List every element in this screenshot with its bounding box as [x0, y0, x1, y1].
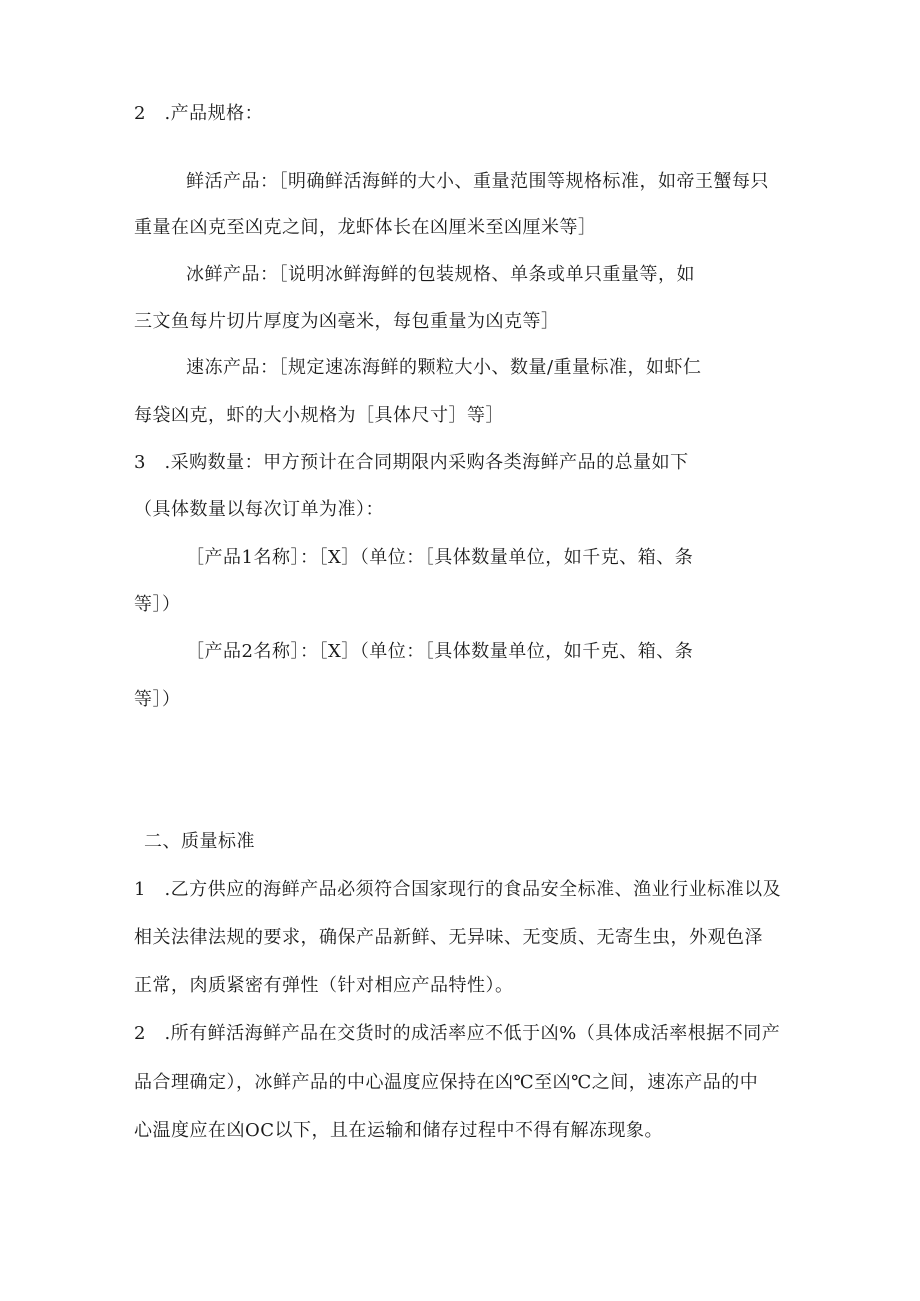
- quality-p1-line2: 相关法律法规的要求，确保产品新鲜、无异味、无变质、无寄生虫，外观色泽: [134, 927, 763, 948]
- quantity-item1-line1: ［产品1名称］：［X］（单位：［具体数量单位，如千克、箱、条: [186, 547, 694, 568]
- quality-p2-line3: 心温度应在凶OC以下，且在运输和储存过程中不得有解冻现象。: [134, 1120, 664, 1141]
- spec-frozen-line2: 每袋凶克，虾的大小规格为［具体尺寸］等］: [134, 405, 504, 426]
- spec-chilled-line2: 三文鱼每片切片厚度为凶毫米，每包重量为凶克等］: [134, 311, 560, 332]
- spec-live-line1: 鲜活产品：［明确鲜活海鲜的大小、重量范围等规格标准，如帝王蟹每只: [186, 171, 769, 192]
- spec-live-line2: 重量在凶克至凶克之间，龙虾体长在凶厘米至凶厘米等］: [134, 217, 597, 238]
- quality-p1-line3: 正常，肉质紧密有弹性（针对相应产品特性）。: [134, 975, 514, 996]
- quality-p2-line2: 品合理确定），冰鲜产品的中心温度应保持在凶℃至凶℃之间，速冻产品的中: [134, 1072, 759, 1093]
- quality-p2-line1: 2 .所有鲜活海鲜产品在交货时的成活率应不低于凶%（具体成活率根据不同产: [134, 1023, 781, 1044]
- spec-frozen-line1: 速冻产品：［规定速冻海鲜的颗粒大小、数量/重量标准，如虾仁: [186, 357, 702, 378]
- quantity-item1-line2: 等］）: [134, 594, 181, 615]
- spec-heading: 2 .产品规格：: [134, 103, 264, 124]
- quantity-item2-line2: 等］）: [134, 689, 181, 710]
- quality-p1-line1: 1 .乙方供应的海鲜产品必须符合国家现行的食品安全标准、渔业行业标准以及: [134, 879, 782, 900]
- spec-chilled-line1: 冰鲜产品：［说明冰鲜海鲜的包装规格、单条或单只重量等，如: [186, 264, 695, 285]
- quantity-note: （具体数量以每次订单为准）：: [134, 499, 384, 520]
- quantity-item2-line1: ［产品2名称］：［X］（单位：［具体数量单位，如千克、箱、条: [186, 641, 694, 662]
- quality-section-title: 二、质量标准: [144, 831, 255, 852]
- quantity-heading: 3 .采购数量：甲方预计在合同期限内采购各类海鲜产品的总量如下: [134, 452, 689, 473]
